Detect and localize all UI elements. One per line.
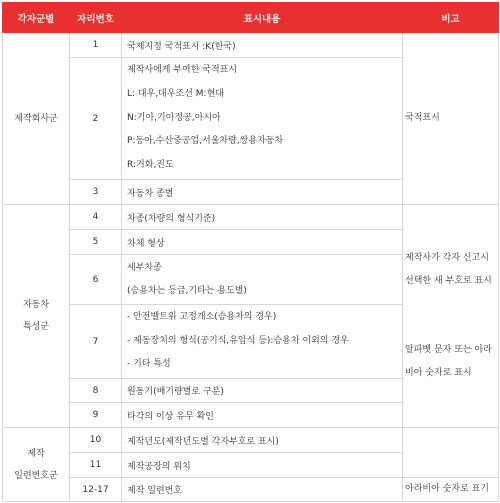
- description-line: 제작공장의 위치: [127, 461, 191, 472]
- note-empty: [403, 428, 499, 478]
- note-serial: [403, 478, 499, 502]
- group-label: 일련번호군: [14, 470, 58, 481]
- position-number: 10: [70, 428, 122, 453]
- description-line: - 기타 특성: [127, 359, 171, 370]
- table-row: [3, 33, 499, 58]
- description-cell: [122, 58, 403, 180]
- description-cell: [122, 478, 403, 502]
- description-line: 국제지정 국적표시 :K(한국): [127, 41, 236, 52]
- description-line: R:거화,진도: [127, 160, 174, 171]
- group-label: 특성군: [22, 322, 50, 332]
- group-label: 제작: [27, 448, 45, 459]
- note-vehicle-code: [403, 205, 499, 428]
- note-nationality: [403, 33, 499, 205]
- header-content: 표시내용: [122, 3, 403, 33]
- description-line: 세부차종: [127, 262, 162, 273]
- description-line: - 제동장치의 형식(공기식,유압식 등):승용차 이외의 경우: [127, 335, 349, 346]
- vin-structure-table: [2, 2, 499, 502]
- group-maker: [3, 33, 70, 205]
- description-line: (승용차는 등급,기타는 용도별): [127, 285, 247, 296]
- description-line: 차체 형상: [127, 238, 165, 249]
- header-group: 각자군별: [3, 3, 70, 33]
- table-row: [3, 478, 499, 502]
- description-line: - 안전벨트위 고정개소(승용차의 경우): [127, 312, 277, 323]
- note-line: [405, 293, 498, 316]
- description-line: 제작 일련번호: [127, 486, 183, 496]
- position-number: 9: [70, 403, 122, 428]
- description-cell: [122, 453, 403, 478]
- group-label: 제작회사군: [14, 113, 58, 124]
- description-cell: [122, 180, 403, 205]
- position-number: 12-17: [70, 478, 122, 502]
- note-line: 국적표시: [405, 113, 440, 123]
- position-number: 5: [70, 230, 122, 255]
- note-line: 아라비아 숫자로 표기: [405, 484, 489, 494]
- description-cell: [122, 255, 403, 305]
- header-position: 자리번호: [70, 3, 122, 33]
- description-cell: [122, 305, 403, 379]
- description-line: P:동아,수산중공업,서울차량,쌍용자동차: [127, 136, 284, 147]
- position-number: 8: [70, 379, 122, 403]
- description-line: L: 대우,대우조선 M:현대: [127, 88, 224, 99]
- note-line: 비아 숫자로 표시: [405, 368, 472, 378]
- position-number: 3: [70, 180, 122, 205]
- description-line: 제작년도(제작년도별 각자부호로 표시): [127, 436, 279, 447]
- note-line: [405, 316, 498, 339]
- position-number: 11: [70, 453, 122, 478]
- position-number: 7: [70, 305, 122, 379]
- position-number: 1: [70, 33, 122, 58]
- description-line: 제작사에게 부여한 국적표시: [127, 65, 238, 75]
- description-cell: [122, 403, 403, 428]
- description-cell: [122, 33, 403, 58]
- header-row: [3, 3, 499, 33]
- description-cell: [122, 205, 403, 230]
- description-line: N:기아,기아정공,아시아: [127, 112, 221, 123]
- description-cell: [122, 379, 403, 403]
- note-line: 제작사가 각자 신고시: [405, 253, 489, 263]
- description-line: 원동기(배기량별로 구분): [127, 387, 224, 397]
- description-line: 차종(차량의 형식기준): [127, 213, 216, 224]
- group-label: 자동차: [22, 300, 50, 310]
- note-line: 선택한 새 부호로 표시: [405, 276, 492, 286]
- group-vehicle: [3, 205, 70, 428]
- table-row: [3, 428, 499, 453]
- group-serial: [3, 428, 70, 502]
- description-cell: [122, 428, 403, 453]
- note-line: 알파벳 문자 또는 아라: [405, 345, 492, 355]
- position-number: 4: [70, 205, 122, 230]
- description-line: 자동차 종별: [127, 188, 174, 199]
- position-number: 2: [70, 58, 122, 180]
- description-line: 타각의 이상 유무 확인: [127, 411, 214, 422]
- table-row: [3, 205, 499, 230]
- header-note: 비고: [403, 3, 499, 33]
- description-cell: [122, 230, 403, 255]
- position-number: 6: [70, 255, 122, 305]
